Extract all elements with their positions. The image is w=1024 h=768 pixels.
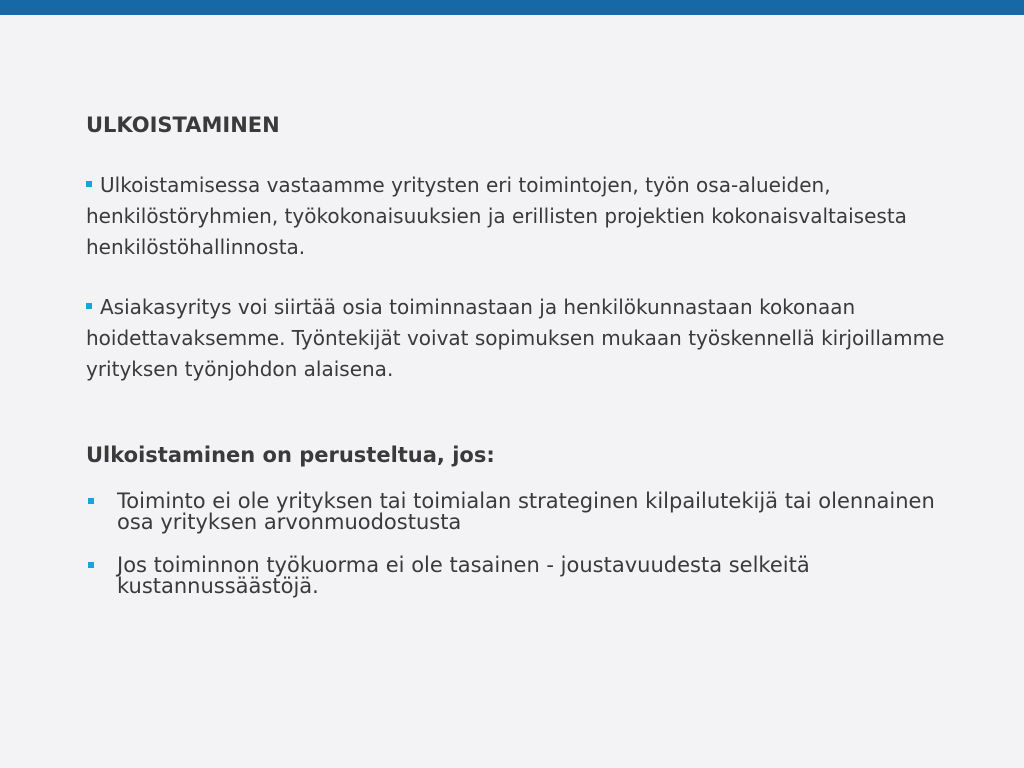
- square-bullet-icon: [88, 498, 94, 504]
- square-bullet-icon: [86, 181, 92, 187]
- square-bullet-icon: [86, 303, 92, 309]
- list-item-text: Jos toiminnon työkuorma ei ole tasainen - joustavuudesta selkeitä kustannussäästöjä.: [117, 553, 810, 598]
- slide-title: ULKOISTAMINEN: [86, 113, 280, 137]
- list-item-text: Toiminto ei ole yrityksen tai toimialan strateginen kilpailutekijä tai olennainen osa yrityksen arvonmuodostusta: [117, 489, 935, 534]
- paragraph-text: Asiakasyritys voi siirtää osia toiminnastaan ja henkilökunnastaan kokonaan hoidettavaksemme. Työntekijät voivat sopimuksen mukaan työskennellä kirjoillamme yrityksen työnjohdon alaisena.: [86, 295, 945, 381]
- square-bullet-icon: [88, 562, 94, 568]
- justification-list: [86, 491, 966, 597]
- paragraph-outsourcing-scope: [86, 170, 966, 263]
- top-accent-bar: [0, 0, 1024, 15]
- paragraph-client-transfer: [86, 292, 966, 385]
- slide-content: [86, 112, 966, 619]
- paragraph-text: Ulkoistamisessa vastaamme yritysten eri toimintojen, työn osa-alueiden, henkilöstöryhmien, työkokonaisuuksien ja erillisten projektien kokonaisvaltaisesta henkilöstöhallinnosta.: [86, 173, 907, 259]
- list-item: [86, 491, 966, 533]
- slide-subheading: Ulkoistaminen on perusteltua, jos:: [86, 443, 495, 467]
- list-item: [86, 555, 966, 597]
